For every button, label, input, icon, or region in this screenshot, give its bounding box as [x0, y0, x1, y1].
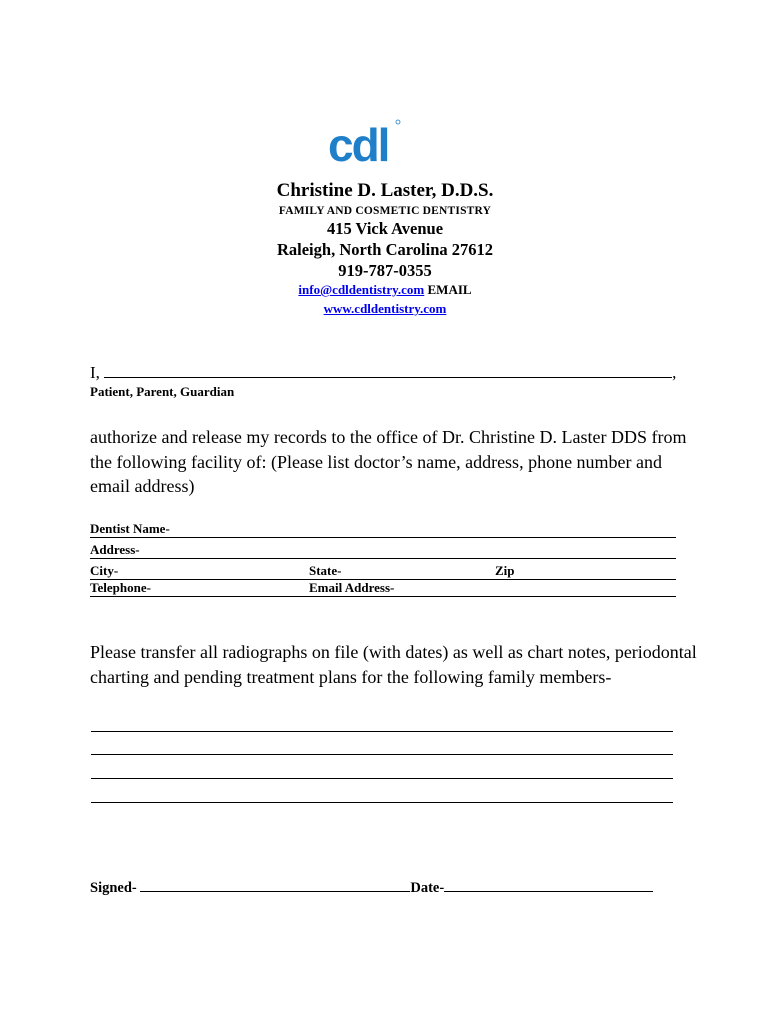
transfer-paragraph: Please transfer all radiographs on file (with dates) as well as chart notes, periodontal charting and pending treatment plans for the following family members- — [90, 642, 697, 687]
state-label: State- — [309, 563, 342, 578]
date-blank[interactable] — [444, 877, 653, 892]
dentist-name-field[interactable] — [90, 521, 676, 538]
telephone-email-field[interactable] — [90, 580, 676, 597]
telephone-label: Telephone- — [90, 580, 151, 595]
zip-label: Zip — [495, 563, 515, 578]
website-line — [0, 301, 770, 317]
email-address-label: Email Address- — [309, 580, 395, 595]
signature-blank[interactable] — [140, 877, 410, 892]
cdl-logo — [328, 117, 402, 165]
family-member-line[interactable] — [91, 802, 673, 803]
city-label: City- — [90, 563, 119, 578]
city-state-zip-field[interactable] — [90, 563, 676, 580]
doctor-name: Christine D. Laster, D.D.S. — [276, 180, 494, 201]
patient-prefix: I, — [90, 363, 105, 382]
date-label: Date- — [410, 880, 445, 896]
email-line — [0, 282, 770, 298]
signed-label: Signed- — [90, 880, 141, 896]
website-link[interactable]: www.cdldentistry.com — [323, 301, 447, 316]
patient-role-label: Patient, Parent, Guardian — [90, 384, 235, 399]
authorization-paragraph: authorize and release my records to the office of Dr. Christine D. Laster DDS from the following facility of: (Please list doctor’s name, address, phone number and email address) — [90, 427, 687, 496]
family-member-line[interactable] — [91, 754, 673, 755]
address-line-1: 415 Vick Avenue — [326, 219, 444, 238]
dentist-name-label: Dentist Name- — [90, 521, 170, 536]
family-member-line[interactable] — [91, 731, 673, 732]
email-link[interactable]: info@cdldentistry.com — [298, 282, 425, 297]
address-line-2: Raleigh, North Carolina 27612 — [276, 240, 494, 259]
email-label: EMAIL — [424, 282, 472, 297]
phone-number: 919-787-0355 — [338, 261, 432, 280]
patient-name-line — [90, 363, 676, 383]
practice-specialty: FAMILY AND COSMETIC DENTISTRY — [278, 205, 492, 217]
patient-name-blank[interactable] — [104, 363, 672, 378]
signature-row — [90, 877, 653, 897]
patient-suffix: , — [672, 363, 677, 382]
logo-text: cdl — [328, 119, 389, 165]
family-member-line[interactable] — [91, 778, 673, 779]
address-field[interactable] — [90, 542, 676, 559]
address-label: Address- — [90, 542, 140, 557]
